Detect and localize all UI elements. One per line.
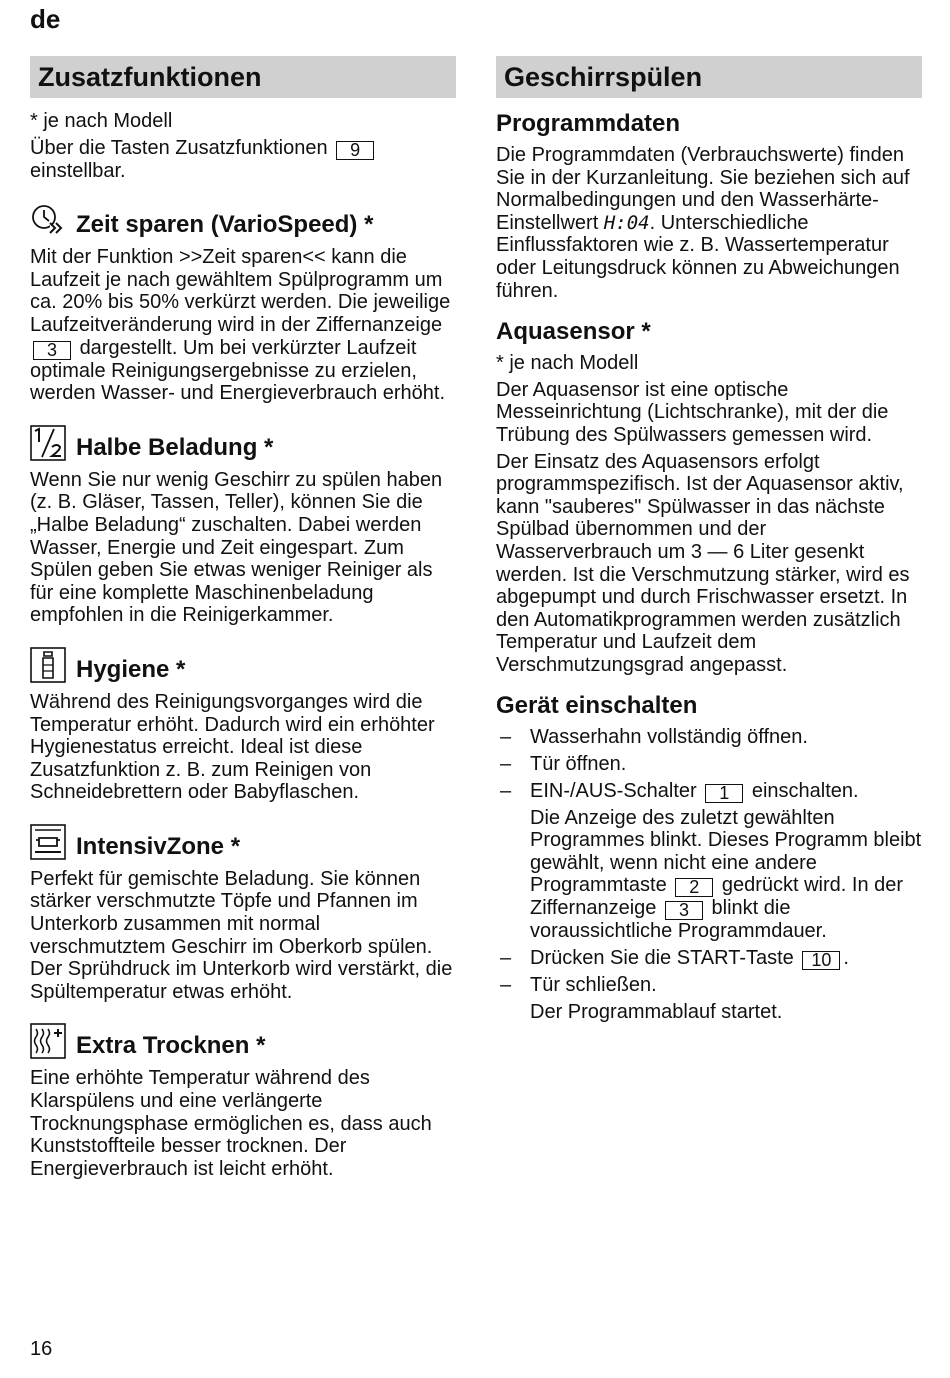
model-note: * je nach Modell [30,110,173,132]
step-1: – Wasserhahn vollständig öffnen. [500,726,808,749]
heading-geraet-einschalten: Gerät einschalten [496,692,698,720]
section-title-geschirrspuelen: Geschirrspülen [496,56,922,98]
hardness-display: H:04 [603,211,650,234]
extra-dry-icon [30,1023,66,1059]
zeit-text: Mit der Funktion >>Zeit sparen<< kann die Laufzeit je nach gewähltem Spülprogramm um ca. 20% bis 50% verkürzt werden. Die jeweilige Laufzeitveränderung wird in der Ziffernanzeige 3 dargestellt. Um bei verkürzter Laufzeit optimale Reinigungsergebnisse zu erzielen, werden Wasser- und Energieverbrauch erhöht. [30,246,451,405]
clock-speed-icon [30,202,66,238]
heading-intensivzone: IntensivZone * [30,824,456,860]
left-column [30,56,456,1184]
programmdaten-text: Die Programmdaten (Verbrauchswerte) finden Sie in der Kurzanleitung. Sie beziehen sich auf Normalbedingungen und den Wasserhärte-Einstellwert H:04. Unterschiedliche Einflussfaktoren wie z. B. Wassertemperatur oder Leitungsdruck können zu Abweichungen führen. [496,144,910,302]
step-3-info: Die Anzeige des zuletzt gewählten Programmes blinkt. Dieses Programm bleibt gewählt, wenn nicht eine andere Programmtaste 2 gedrückt wird. In der Ziffernanzeige 3 blinkt die voraussichtliche Programmdauer. [530,806,922,943]
key-10: 10 [802,951,840,970]
hygiene-bottle-icon [30,647,66,683]
heading-zeit-sparen: Zeit sparen (VarioSpeed) * [30,202,456,238]
extra-text: Eine erhöhte Temperatur während des Klarspülens und eine verlängerte Trocknungsphase ermöglichen es, dass auch Kunststoffteile besser trocknen. Der Energieverbrauch ist leicht erhöht. [30,1067,432,1180]
step-2: – Tür öffnen. [500,753,627,776]
key-3-display: 3 [665,901,703,920]
heading-hygiene: Hygiene * [30,647,456,683]
key-1: 1 [705,784,743,803]
aquasensor-note: * je nach Modell [496,352,639,375]
step-5: – Tür schließen. [500,974,657,997]
intensive-zone-icon [30,824,66,860]
page-number: 16 [30,1338,53,1360]
hygiene-text: Während des Reinigungsvorganges wird die Temperatur erhöht. Dadurch wird ein erhöhter Hygienestatus erreicht. Ideal ist diese Zusatzfunktion z. B. zum Reinigen von Schneidebrettern oder Babyflaschen. [30,690,435,804]
heading-aquasensor: Aquasensor * [496,318,651,346]
right-column [496,56,922,1027]
section-title-zusatzfunktionen: Zusatzfunktionen [30,56,456,98]
key-3: 3 [33,341,71,360]
language-code: de [30,4,61,34]
intro-text: Über die Tasten Zusatzfunktionen 9 einstellbar. [30,137,456,183]
heading-halbe-beladung: Halbe Beladung * [30,425,456,461]
intensiv-text: Perfekt für gemischte Beladung. Sie können stärker verschmutzte Töpfe und Pfannen im Unterkorb zusammen mit normal verschmutztem Geschirr im Oberkorb spülen. Der Sprühdruck im Unterkorb wird verstärkt, die Spültemperatur etwas erhöht. [30,867,453,1003]
heading-extra-trocknen: Extra Trocknen * [30,1023,456,1059]
aquasensor-text-1: Der Aquasensor ist eine optische Messeinrichtung (Lichtschranke), mit der die Trübung des Spülwassers gemessen wird. [496,378,889,446]
step-5-info: Der Programmablauf startet. [530,1000,783,1023]
heading-programmdaten: Programmdaten [496,110,681,137]
aquasensor-text-2: Der Einsatz des Aquasensors erfolgt programmspezifisch. Ist der Aquasensor aktiv, kann "sauberes" Spülwasser in das nächste Spülbad übernommen und der Wasserverbrauch um 3 — 6 Liter gesenkt werden. Ist die Verschmutzung stärker, wird es abgepumpt und durch Frischwasser ersetzt. In den Automatikprogrammen werden zusätzlich Temperatur und Laufzeit dem Verschmutzungsgrad angepasst. [496,450,910,676]
step-4: – Drücken Sie die START-Taste 10 . [500,947,849,971]
half-load-icon [30,425,66,461]
halbe-text: Wenn Sie nur wenig Geschirr zu spülen haben (z. B. Gläser, Tassen, Teller), können Sie die „Halbe Beladung“ zuschalten. Dabei werden Wasser, Energie und Zeit eingespart. Zum Spülen geben Sie etwas weniger Reiniger als für eine komplette Maschinenbeladung empfohlen in die Reinigerkammer. [30,468,443,627]
key-9: 9 [336,141,374,160]
key-2: 2 [675,878,713,897]
step-3: – EIN-/AUS-Schalter 1 einschalten. [500,779,859,803]
steps-list [496,726,922,1023]
